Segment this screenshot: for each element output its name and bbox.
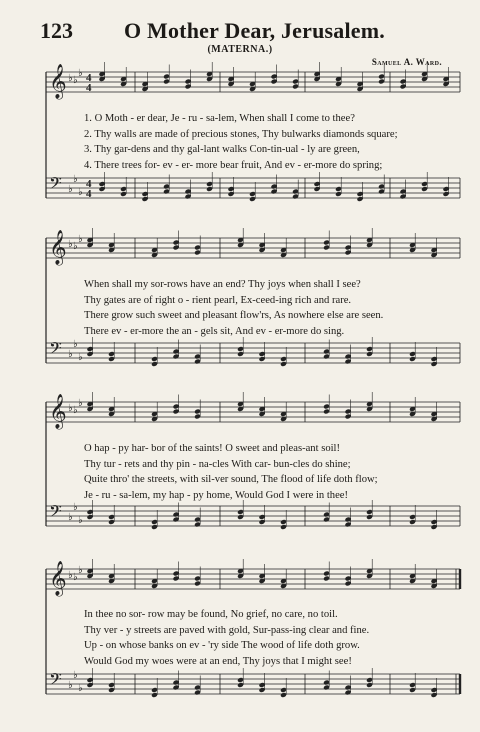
- bass-staff: [46, 172, 460, 202]
- lyric-line: In thee no sor- row may be found, No grief, no care, no toil.: [84, 609, 338, 620]
- flat-icon: ♭: [73, 670, 78, 681]
- lyric-line: 2. Thy walls are made of precious stones, Thy bulwarks diamonds square;: [84, 128, 398, 140]
- flat-icon: ♭: [78, 68, 83, 79]
- lyric-line: When shall my sor-rows have an end? Thy joys when shall I see?: [84, 279, 361, 290]
- treble-staff: [46, 228, 460, 266]
- flat-icon: ♭: [78, 352, 83, 363]
- flat-icon: ♭: [73, 572, 78, 583]
- flat-icon: ♭: [68, 73, 73, 84]
- treble-staff: [46, 392, 460, 430]
- flat-icon: ♭: [78, 187, 83, 198]
- composer-credit: Samuel A. Ward.: [371, 57, 442, 67]
- flat-icon: ♭: [73, 241, 78, 252]
- time-signature: 4: [86, 188, 92, 200]
- flat-icon: ♭: [73, 502, 78, 513]
- time-signature: 4: [86, 72, 92, 84]
- flat-icon: ♭: [68, 512, 73, 523]
- lyric-line: There ev - er-more the an - gels sit, And ev - er-more do sing.: [84, 325, 345, 337]
- flat-icon: ♭: [78, 398, 83, 409]
- treble-clef-icon: 𝄞: [49, 64, 67, 99]
- treble-clef-icon: 𝄞: [49, 561, 67, 596]
- treble-staff: [46, 62, 460, 100]
- lyric-line: There grow such sweet and pleasant flow'rs, As nowhere else are seen.: [84, 310, 384, 321]
- time-signature: 4: [86, 82, 92, 94]
- lyric-line: Quite thro' the streets, with sil-ver sound, The flood of life doth flow;: [84, 474, 378, 485]
- bass-clef-icon: 𝄢: [49, 501, 62, 525]
- lyric-line: Thy ver - y streets are paved with gold, Sur-pass-ing clear and fine.: [84, 624, 370, 636]
- flat-icon: ♭: [78, 565, 83, 576]
- lyrics-block: [84, 607, 450, 669]
- flat-icon: ♭: [68, 239, 73, 250]
- treble-clef-icon: 𝄞: [49, 230, 67, 265]
- lyrics-block: [84, 441, 450, 503]
- lyric-line: Would God my woes were at an end, Thy joys that I might see!: [84, 655, 352, 667]
- flat-icon: ♭: [68, 349, 73, 360]
- bass-clef-icon: 𝄢: [49, 173, 62, 197]
- lyrics-block: [84, 277, 450, 339]
- lyric-line: 1. O Moth - er dear, Je - ru - sa-lem, When shall I come to thee?: [84, 113, 355, 124]
- lyric-line: Thy tur - rets and thy pin - na-cles With car- bun-cles do shine;: [84, 458, 351, 470]
- tune-name: (MATERNA.): [207, 44, 273, 55]
- hymn-number: 123: [40, 18, 73, 43]
- flat-icon: ♭: [78, 234, 83, 245]
- flat-icon: ♭: [73, 405, 78, 416]
- lyric-line: Je - ru - sa-lem, my hap - py home, Would God I were in thee!: [84, 489, 349, 501]
- flat-icon: ♭: [68, 403, 73, 414]
- bass-clef-icon: 𝄢: [49, 338, 62, 362]
- lyrics-block: [84, 111, 450, 173]
- lyric-line: Up - on whose banks on ev - 'ry side The wood of life doth grow.: [84, 640, 360, 651]
- flat-icon: ♭: [68, 680, 73, 691]
- bass-staff: [46, 668, 460, 698]
- bass-staff: [46, 500, 460, 530]
- treble-staff: [46, 559, 460, 597]
- lyric-line: 4. There trees for- ev - er- more bear fruit, And ev - er-more do spring;: [84, 159, 383, 171]
- bass-staff: [46, 337, 460, 367]
- flat-icon: ♭: [68, 570, 73, 581]
- flat-icon: ♭: [73, 75, 78, 86]
- hymn-title: O Mother Dear, Jerusalem.: [124, 18, 385, 43]
- treble-clef-icon: 𝄞: [49, 394, 67, 429]
- lyric-line: O hap - py har- bor of the saints! O sweet and pleas-ant soil!: [84, 443, 341, 454]
- lyric-line: 3. Thy gar-dens and thy gal-lant walks Con-tin-ual - ly are green,: [84, 144, 360, 155]
- flat-icon: ♭: [73, 174, 78, 185]
- flat-icon: ♭: [78, 683, 83, 694]
- bass-clef-icon: 𝄢: [49, 669, 62, 693]
- flat-icon: ♭: [68, 184, 73, 195]
- flat-icon: ♭: [78, 515, 83, 526]
- time-signature: 4: [86, 178, 92, 190]
- lyric-line: Thy gates are of right o - rient pearl, Ex-ceed-ing rich and rare.: [84, 294, 352, 306]
- flat-icon: ♭: [73, 339, 78, 350]
